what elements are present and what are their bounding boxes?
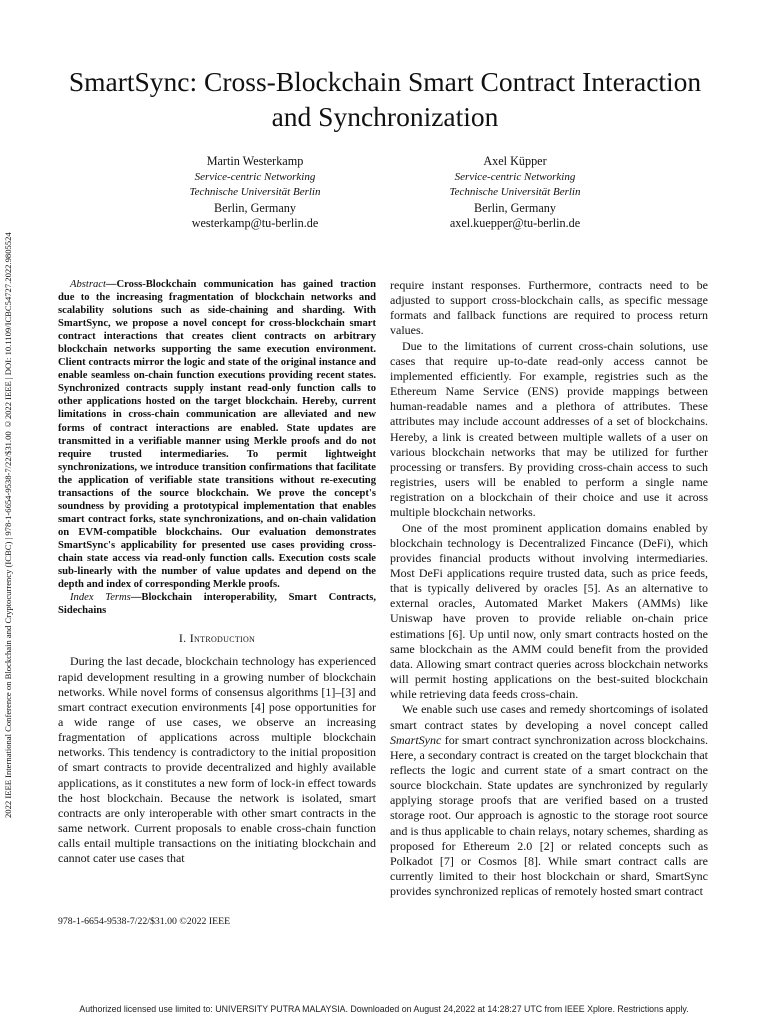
body-paragraph: [390, 702, 708, 899]
index-terms-text: —Blockchain interoperability, Smart Contracts, Sidechains: [58, 592, 376, 617]
index-terms-label: Index Terms: [70, 592, 131, 604]
section-title: Introduction: [189, 631, 256, 646]
index-terms: [58, 591, 376, 617]
section-number: I.: [178, 631, 187, 646]
abstract: [58, 278, 376, 591]
author-organization: Technische Universität Berlin: [449, 186, 581, 199]
author-department: Service-centric Networking: [194, 170, 316, 183]
author-department: Service-centric Networking: [454, 170, 576, 183]
abstract-text: —Cross-Blockchain communication has gained traction due to the increasing fragmentation of blockchain networks and scalability solutions such as side-chaining and sharding. With SmartSync, we propose a novel concept for cross-blockchain smart contract interactions that creates client contracts on arbitrary blockchain networks supporting the same execution environment. Client contracts mirror the logic and state of the original instance and enable seamless on-chain function executions providing recent states. Synchronized contracts supply instant read-only function calls to other applications hosted on the target blockchain. Hereby, current limitations in cross-chain communication are alleviated and new forms of contract interactions are enabled. State updates are transmitted in a verifiable manner using Merkle proofs and do not require trusted intermediaries. To permit lightweight synchronizations, we introduce transition confirmations that facilitate the application of verifiable state transitions without re-executing transactions of the source blockchain. We prove the concept's soundness by providing a prototypical implementation that enables smart contract forks, state synchronizations, and on-chain validation on EVM-compatible blockchains. Our evaluation demonstrates SmartSync's applicability for presented use cases providing cross-chain state access via read-only function calls. Execution costs scale sub-linearly with the number of value updates and depend on the depth and index of corresponding Merkle proofs.: [58, 279, 376, 591]
body-paragraph: One of the most prominent application domains enabled by blockchain technology is Decentralized Fincance (DeFi), which provides financial products without involving intermediaries. Most DeFi applications require trusted data, such as price feeds, that is typically delivered by oracles [5]. As an alternative to external oracles, Automated Market Makers (AMMs) like Uniswap have proven to provide reliable on-chain price estimations [6]. Up until now, only smart contracts hosted on the same blockchain as the AMM could benefit from the provided data. Allowing smart contract queries across blockchain networks will permit hosting applications on the best-suited blockchain while retrieving data feeds cross-chain.: [390, 520, 708, 702]
author-name: Axel Küpper: [483, 154, 547, 168]
doi-side-note: 2022 IEEE International Conference on Blockchain and Cryptocurrency (ICBC) | 978-1-6654-9538-7/22/$31.00 ©2022 IEEE | DOI: 10.1109/ICBC54727.2022.9805524: [3, 232, 13, 818]
left-column: [58, 278, 376, 867]
author-block-2: [390, 154, 640, 232]
author-email: westerkamp@tu-berlin.de: [191, 216, 319, 231]
paper-title: SmartSync: Cross-Blockchain Smart Contract Interaction and Synchronization: [68, 66, 702, 132]
section-heading-introduction: [58, 631, 376, 646]
author-block-1: [130, 154, 380, 232]
author-name: Martin Westerkamp: [206, 154, 304, 168]
copyright-notice: 978-1-6654-9538-7/22/$31.00 ©2022 IEEE: [58, 916, 231, 927]
author-location: Berlin, Germany: [214, 200, 296, 215]
abstract-label: Abstract: [70, 279, 106, 290]
license-footer: Authorized licensed use limited to: UNIVERSITY PUTRA MALAYSIA. Downloaded on August 24,2022 at 14:28:27 UTC from IEEE Xplore. Restrictions apply.: [79, 1004, 689, 1014]
author-location: Berlin, Germany: [474, 200, 556, 215]
body-paragraph: Due to the limitations of current cross-chain solutions, use cases that require up-to-date read-only access cannot be implemented efficiently. For example, registries such as the Ethereum Name Service (ENS) provide mappings between human-readable names and a plethora of attributes. These attributes may include account addresses of a set of blockchains. Hereby, a link is created between multiple wallets of a user on various blockchain networks that may be utilized for further processing or transfers. By providing cross-chain access to such registries, users will be enabled to perform a single name registration on a blockchain of their choice and use it across multiple blockchain networks.: [390, 338, 708, 520]
text-run: We enable such use cases and remedy shortcomings of isolated smart contract states by developing a novel concept called: [390, 702, 708, 732]
body-paragraph: During the last decade, blockchain technology has experienced rapid development resulting in a growing number of blockchain networks. While novel forms of consensus algorithms [1]–[3] and smart contract execution environments [4] pose opportunities for a wide range of use cases, we observe an increasing fragmentation of applications across multiple blockchain networks. This tendency is contradictory to the initial proposition of smart contracts to provide decentralized and highly available applications, as it constitutes a new form of lock-in effect towards the host blockchain. Because the network is isolated, smart contracts are only interoperable with other smart contracts in the same network. Current proposals to enable cross-chain function calls entail multiple transactions on the initiating blockchain and cannot cater use cases that: [58, 654, 376, 866]
system-name: SmartSync: [390, 732, 442, 747]
text-run: for smart contract synchronization across blockchains. Here, a secondary contract is created on the target blockchain that reflects the logic and current state of a smart contract on the source blockchain. State updates are synchronized by regularly applying storage proofs that are verified based on a trusted storage root. Our approach is agnostic to the storage root source and is thus applicable to chain relays, notary schemes, sharding as proposed for Ethereum 2.0 [2] or related concepts such as Polkadot [7] or Cosmos [8]. While smart contract calls are currently limited to their host blockchain or shard, SmartSync provides synchronized replicas of remotely hosted smart contract: [390, 732, 708, 899]
right-column: [390, 278, 708, 899]
body-paragraph: require instant responses. Furthermore, contracts need to be adjusted to support cross-blockchain calls, as specific message formats and fallback functions are required to process return values.: [390, 278, 708, 338]
author-organization: Technische Universität Berlin: [189, 186, 321, 199]
author-email: axel.kuepper@tu-berlin.de: [449, 216, 581, 231]
